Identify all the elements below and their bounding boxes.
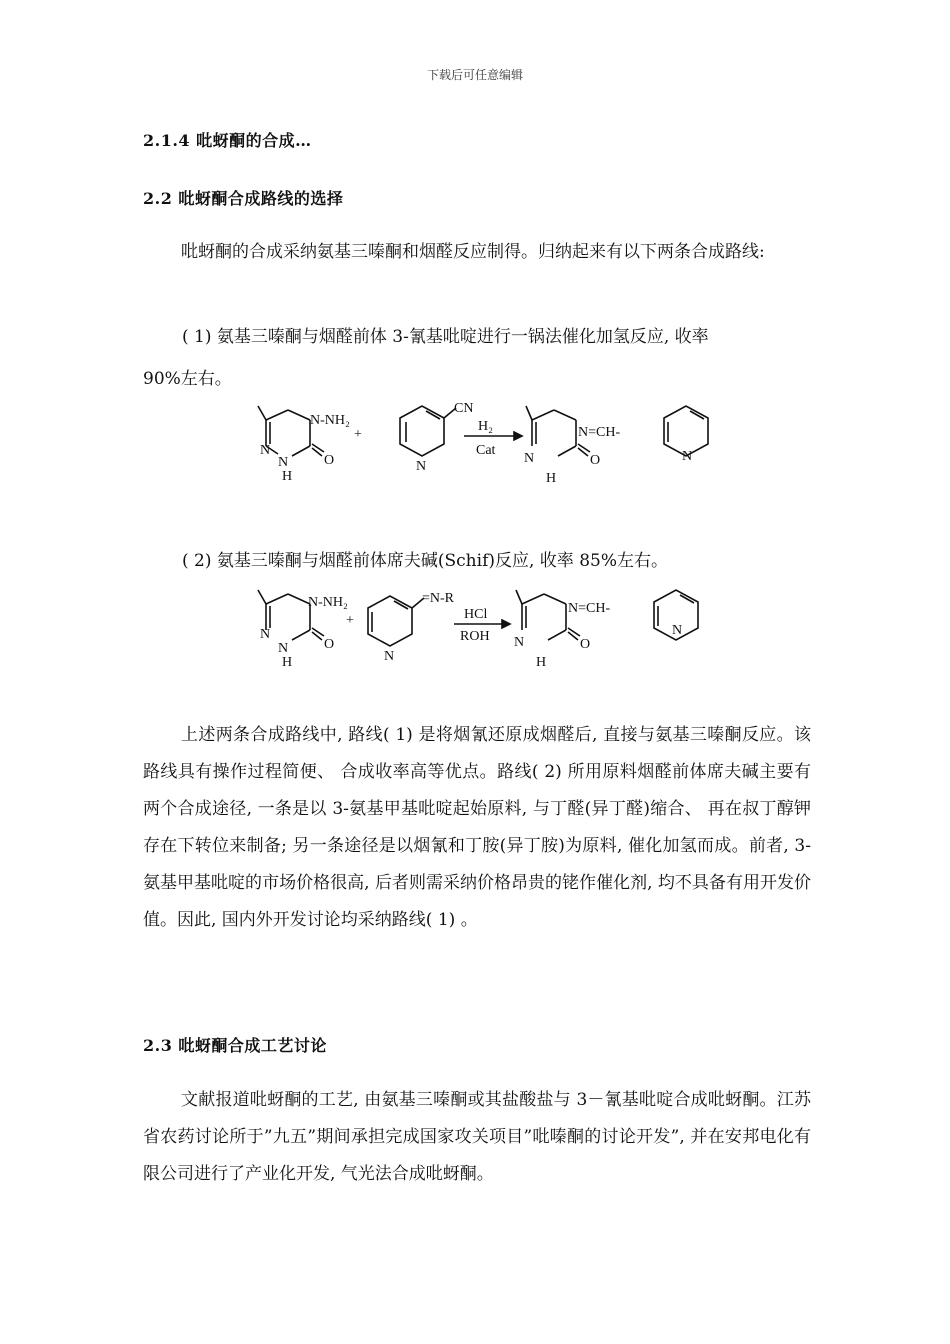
schiff-label: =N-R bbox=[422, 591, 455, 606]
nh2-label-2: N-NH₂ bbox=[308, 595, 348, 610]
nh2-label: N-NH₂ bbox=[310, 413, 350, 428]
product-o-label-2: O bbox=[580, 637, 591, 652]
reaction-arrow-1 bbox=[464, 432, 522, 440]
section-heading-2-3: 2.3 吡蚜酮合成工艺讨论 bbox=[143, 1036, 327, 1055]
n-label: N bbox=[260, 443, 271, 458]
discussion-paragraph: 上述两条合成路线中, 路线( 1) 是将烟氰还原成烟醛后, 直接与氨基三嗪酮反应。该路线具有操作过程简便、 合成收率高等优点。路线( 2) 所用原料烟醛前体席夫碱主要有两个合成途径, 一条是以 3-氨基甲基吡啶起始原料, 与丁醛(异丁醛)缩合、 再在叔丁醇钾存在下转位来制备; 另一条途径是以烟氰和丁胺(异丁胺)为原料, 催化加氢而成。前者, 3-氨基甲基吡啶的市场价格很高, 后者则需采纳价格昂贵的铑作催化剂, 均不具备有用开发价值。因此, 国内外开发讨论均采纳路线( 1) 。 bbox=[143, 725, 811, 930]
route1-text: ( 1) 氨基三嗪酮与烟醛前体 3-氰基吡啶进行一锅法催化加氢反应, 收率 bbox=[182, 327, 709, 347]
product-h-label: H bbox=[546, 471, 557, 486]
o-label: O bbox=[324, 453, 335, 468]
route2-text: ( 2) 氨基三嗪酮与烟醛前体席夫碱(Schif)反应, 收率 85%左右。 bbox=[182, 551, 668, 571]
nh-label-2: N bbox=[278, 641, 289, 656]
route1-yield-text: 90%左右。 bbox=[143, 369, 232, 389]
n-label-2: N bbox=[260, 627, 271, 642]
section-heading-2-1-4: 2.1.4 吡蚜酮的合成… bbox=[143, 131, 312, 150]
cyanopyridine-structure bbox=[400, 406, 456, 456]
product-n-label: N bbox=[524, 451, 535, 466]
reaction-scheme-2 bbox=[250, 582, 720, 682]
imine-label: N=CH- bbox=[578, 425, 621, 440]
reagent-cat: Cat bbox=[476, 443, 496, 458]
h-label: H bbox=[282, 469, 293, 484]
reagent-h2: H₂ bbox=[478, 419, 493, 434]
page-header: 下载后可任意编辑 bbox=[426, 68, 523, 82]
schiff-base-structure bbox=[368, 596, 424, 646]
plus-sign-2: + bbox=[346, 613, 354, 628]
section-heading-2-2: 2.2 吡蚜酮合成路线的选择 bbox=[143, 189, 344, 208]
process-paragraph: 文献报道吡蚜酮的工艺, 由氨基三嗪酮或其盐酸盐与 3－氰基吡啶合成吡蚜酮。江苏省农药讨论所于”九五”期间承担完成国家攻关项目”吡嗪酮的讨论开发”, 并在安邦电化有限公司进行了产业化开发, 气光法合成吡蚜酮。 bbox=[143, 1090, 811, 1184]
product-n-label-2: N bbox=[514, 635, 525, 650]
product-pyridine-n-2: N bbox=[672, 623, 683, 638]
reagent-roh: ROH bbox=[460, 629, 490, 644]
plus-sign: + bbox=[354, 427, 362, 442]
nh-label: N bbox=[278, 455, 289, 470]
schiff-pyridine-n: N bbox=[384, 649, 395, 664]
reaction-scheme-1 bbox=[250, 398, 720, 498]
o-label-2: O bbox=[324, 637, 335, 652]
cn-label: CN bbox=[454, 401, 474, 416]
reagent-hcl: HCl bbox=[464, 607, 488, 622]
product-h-label-2: H bbox=[536, 655, 547, 670]
imine-label-2: N=CH- bbox=[568, 601, 611, 616]
product-o-label: O bbox=[590, 453, 601, 468]
product-pyridine-n: N bbox=[682, 449, 693, 464]
pyridine-n-label: N bbox=[416, 459, 427, 474]
h-label-2: H bbox=[282, 655, 293, 670]
intro-paragraph: 吡蚜酮的合成采纳氨基三嗪酮和烟醛反应制得。归纳起来有以下两条合成路线: bbox=[181, 242, 765, 262]
